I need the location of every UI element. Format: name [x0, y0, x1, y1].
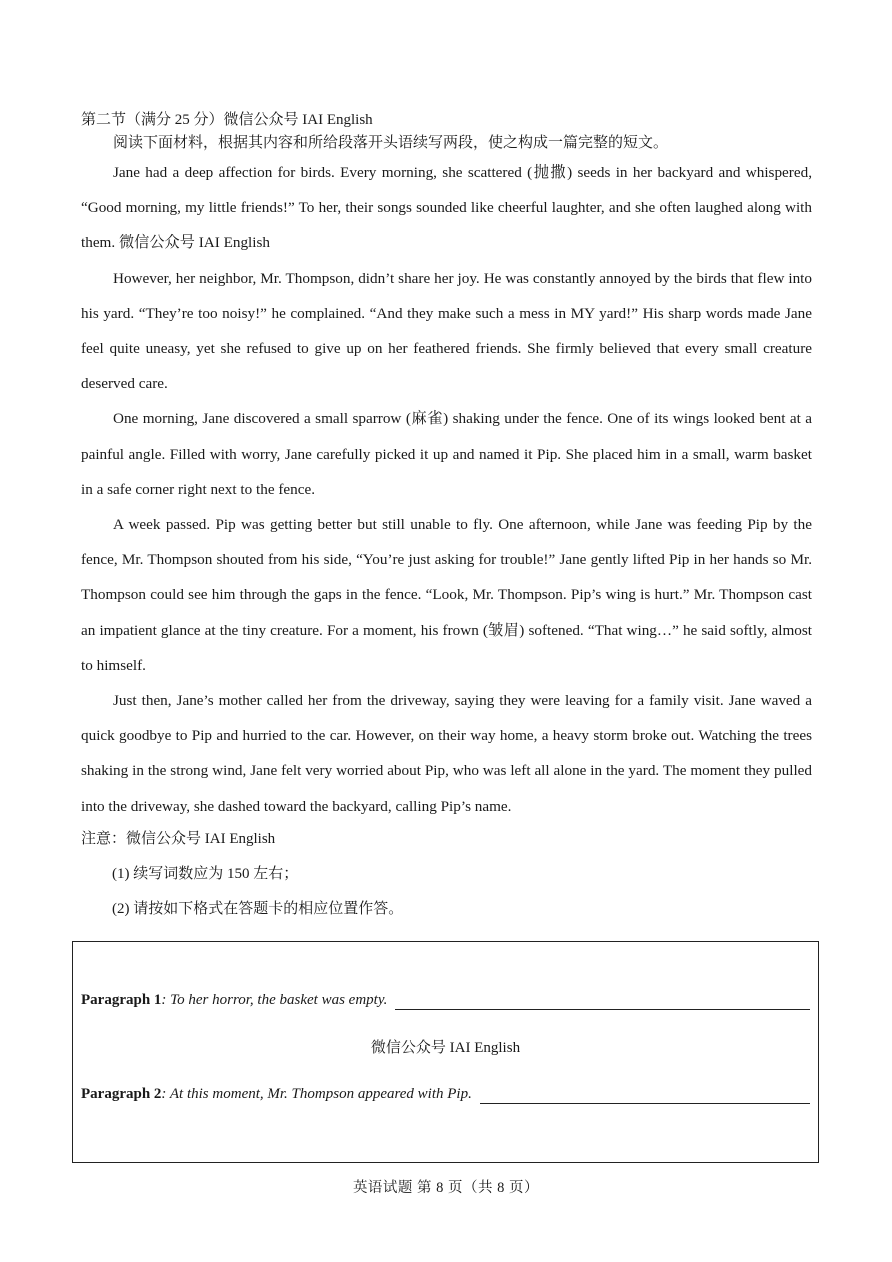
page-footer: 英语试题 第 8 页（共 8 页） — [352, 1180, 540, 1196]
paragraph-1-starter: : To her horror, the basket was empty. — [161, 992, 388, 1008]
paragraph-2-label: Paragraph 2 — [81, 1086, 162, 1102]
note-item-1: (1) 续写词数应为 150 左右； — [112, 866, 299, 883]
passage-paragraph-5: Just then, Jane’s mother called her from the driveway, saying they were leaving for a family visit. Jane waved a quick goodbye to Pip and hurried to the car. However, on their way home, a heavy storm broke out. Watching the trees shaking in the strong wind, Jane felt very worried about Pip, who was left all alone in the yard. The moment they pulled into the driveway, she dashed toward the backyard, calling Pip’s name. — [81, 692, 812, 815]
paragraph-1-label: Paragraph 1 — [81, 992, 162, 1008]
paragraph-2-line — [81, 1084, 810, 1104]
paragraph-2-blank[interactable] — [480, 1087, 810, 1104]
section-title: 第二节（满分 25 分）微信公众号 IAI English — [81, 112, 373, 128]
box-watermark: 微信公众号 IAI English — [370, 1040, 521, 1056]
notes-title: 注意：微信公众号 IAI English — [81, 831, 276, 847]
notes-section — [81, 822, 812, 928]
paragraph-1-blank[interactable] — [395, 993, 810, 1010]
passage-paragraph-3: One morning, Jane discovered a small sparrow (麻雀) shaking under the fence. One of its wings looked bent at a painful angle. Filled with worry, Jane carefully picked it up and named it Pip. She placed him in a small, warm basket in a safe corner right next to the fence. — [81, 410, 812, 498]
answer-format-box — [72, 941, 819, 1163]
paragraph-2-starter: : At this moment, Mr. Thompson appeared with Pip. — [161, 1086, 472, 1102]
passage-paragraph-4: A week passed. Pip was getting better but still unable to fly. One afternoon, while Jane was feeding Pip by the fence, Mr. Thompson shouted from his side, “You’re just asking for trouble!” Jane gently lifted Pip in her hands so Mr. Thompson could see him through the gaps in the fence. “Look, Mr. Thompson. Pip’s wing is hurt.” Mr. Thompson cast an impatient glance at the tiny creature. For a moment, his frown (皱眉) softened. “That wing…” he said softly, almost to himself. — [81, 516, 812, 674]
paragraph-1-line — [81, 990, 810, 1010]
passage-paragraph-1: Jane had a deep affection for birds. Every morning, she scattered (抛撒) seeds in her backyard and whispered, “Good morning, my little friends!” To her, their songs sounded like cheerful laughter, and she often laughed along with them. 微信公众号 IAI English — [81, 164, 812, 252]
section-instruction: 阅读下面材料，根据其内容和所给段落开头语续写两段，使之构成一篇完整的短文。 — [113, 135, 669, 151]
reading-passage — [81, 155, 812, 824]
passage-paragraph-2: However, her neighbor, Mr. Thompson, didn’t share her joy. He was constantly annoyed by the birds that flew into his yard. “They’re too noisy!” he complained. “And they make such a mess in MY yard!” His sharp words made Jane feel quite uneasy, yet she refused to give up on her feathered friends. She firmly believed that every small creature deserved care. — [81, 269, 812, 393]
note-item-2: (2) 请按如下格式在答题卡的相应位置作答。 — [112, 901, 404, 918]
